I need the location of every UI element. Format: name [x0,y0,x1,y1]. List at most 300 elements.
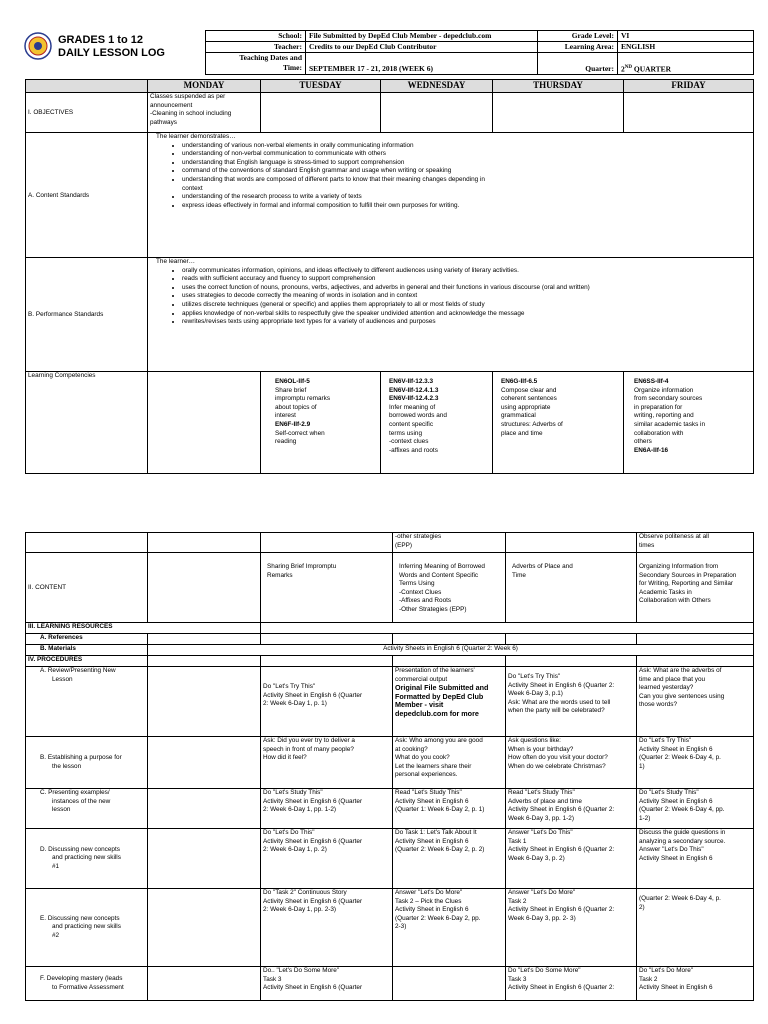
text-line: Week 6-Day 3, p. 2) [508,854,565,862]
text-line: -Context Clues [399,588,442,596]
text-line: pathways [150,118,177,126]
content-label: II. CONTENT [26,553,148,623]
quarter-number: 2 [621,64,625,73]
title-line-2: DAILY LESSON LOG [58,47,165,59]
list-item: • reads with sufficient accuracy and fluency to support comprehension [182,275,623,284]
learning-area-value: ENGLISH [618,42,754,53]
text-line: when the party will be celebrated? [508,707,605,715]
competency-code: EN6V-IIf-12.3.3 [389,378,434,385]
text-line: 2) [639,903,645,911]
text-line: grammatical [501,412,536,420]
procedure-a-tuesday [261,667,393,737]
objectives-row [26,93,754,133]
text-line: Classes suspended as per [150,93,226,100]
content-standards-label: A. Content Standards [26,133,148,258]
procedure-b-tuesday [261,737,393,789]
procedure-row-f [26,967,754,1001]
procedure-b-wednesday [393,737,506,789]
competencies-wednesday [381,372,493,474]
objectives-monday [148,93,261,133]
continuation-row [26,533,754,553]
procedure-c-wednesday [393,789,506,829]
watermark-line: Original File Submitted and [395,683,489,693]
text-line: analyzing a secondary source. [639,837,726,845]
text-line: Activity Sheet in English 6 (Quarter [263,691,363,699]
procedure-e-monday [148,889,261,967]
text-line: the lesson [52,762,82,770]
document-title [58,34,165,60]
text-line: commercial output [395,675,448,683]
text-line: Activity Sheet in English 6 (Quarter 2: [508,806,615,814]
text-line: coherent sentences [501,395,557,403]
text-line: Activity Sheet in English 6 (Quarter [263,984,363,992]
text-line: Activity Sheet in English 6 (Quarter 2: [508,984,615,992]
school-label: School: [206,31,306,42]
text-line: Answer "Let's Do More" [508,889,576,896]
lesson-log-table-page2 [25,532,754,1001]
procedure-a-thursday [506,667,637,737]
text-line: Do.. "Let's Do Some More" [263,967,340,974]
text-line: Organize information [634,386,694,394]
text-line: at cooking? [395,745,428,753]
procedure-row-b [26,737,754,789]
text-line: -context clues [389,438,429,446]
procedure-c-friday [637,789,754,829]
teaching-dates-label-line1: Teaching Dates and [239,53,302,62]
text-line: Week 6-Day 3, pp. 1-2) [508,814,574,822]
text-line: impromptu remarks [275,395,331,403]
watermark-line: Formatted by DepEd Club [395,691,484,701]
quarter-word: QUARTER [631,64,672,73]
text-line: content specific [389,420,434,428]
text-line: in preparation for [634,403,683,411]
content-standards-list [156,142,583,211]
list-item: • applies knowledge of non-verbal skills to respectfully give the speaker undivided attention and acknowledge the message [182,310,623,319]
text-line: (Quarter 2: Week 6-Day 4, p. [639,895,721,902]
text-line: Task 1 [508,837,527,845]
text-line: Activity Sheet in English 6 [395,797,469,805]
text-line: (Quarter 2: Week 6-Day 4, pp. [639,806,725,814]
text-line: Terms Using [399,580,435,588]
text-line: speech in front of many people? [263,745,354,753]
text-line: Adverbs of Place and [512,563,573,570]
text-line: structures: Adverbs of [501,420,563,428]
cell-empty [637,634,754,645]
performance-standards-text [148,258,754,372]
text-line: D. Discussing new concepts [40,845,120,853]
teaching-dates-label [206,53,306,75]
text-line: 2: Week 6-Day 1, pp. 1-2) [263,806,337,814]
text-line: time and place that you [639,675,706,683]
text-line: -Other Strategies (EPP) [399,605,467,613]
text-line: announcement [150,101,193,109]
text-line: Activity Sheet in English 6 [395,906,469,914]
procedure-row-d [26,829,754,889]
text-line: collaboration with [634,429,684,437]
text-line: Do "Let's Do Some More" [508,967,581,974]
procedure-a-wednesday [393,667,506,737]
text-line: Observe politeness at all [639,533,709,540]
day-monday: MONDAY [148,80,261,93]
text-line: Sharing Brief Impromptu [267,563,337,570]
watermark-line: depedclub.com for more [395,708,479,718]
text-line: Do "Let's Try This" [508,673,561,680]
performance-standards-intro: The learner… [156,258,196,265]
list-item: • understanding of non-verbal communication to communicate with others [182,150,583,159]
watermark-line: Member - visit [395,700,444,710]
quarter-suffix: ND [624,64,632,70]
text-line: Inferring Meaning of Borrowed [399,563,485,570]
text-line: B. Establishing a purpose for [40,753,122,761]
text-line: those words? [639,701,678,709]
list-item: • command of the conventions of standard English grammar and usage when writing or speaking [182,167,583,176]
procedure-b-friday [637,737,754,789]
procedure-f-tuesday [261,967,393,1001]
procedure-a-label [26,667,148,737]
text-line: Ask: What are the words used to tell [508,698,611,706]
continuation-wednesday [393,533,506,553]
competencies-tuesday [261,372,381,474]
text-line: #1 [52,862,60,870]
text-line: (Quarter 2: Week 6-Day 2, p. 2) [395,846,485,854]
competency-code: EN6F-IIf-2.9 [275,420,311,428]
text-line: Ask questions like: [508,737,561,744]
text-line: Do "Let's Do More" [639,967,694,974]
procedure-f-wednesday [393,967,506,1001]
objectives-thursday [493,93,624,133]
competency-code: EN6G-IIf-6.5 [501,378,538,385]
text-line: Answer "Let's Do More" [395,889,463,896]
objectives-friday [624,93,754,133]
text-line: (Quarter 2: Week 6-Day 4, p. [639,754,721,762]
text-line: learned yesterday? [639,684,694,692]
text-line: Collaboration with Others [639,597,711,605]
materials-row [26,645,754,656]
procedure-f-friday [637,967,754,1001]
procedure-c-thursday [506,789,637,829]
text-line: Task 3 [508,975,527,983]
text-line: Read "Let's Study This" [395,789,462,796]
submission-watermark [395,684,503,718]
text-line: Activity Sheet in English 6 (Quarter [263,837,363,845]
grade-level-label: Grade Level: [538,31,618,42]
text-line: What do you cook? [395,754,450,762]
text-line: Lesson [52,675,73,683]
cell-empty [148,634,261,645]
cell-empty [261,533,393,553]
learning-resources-row [26,623,754,634]
text-line: #2 [52,931,60,939]
text-line: Activity Sheet in English 6 [395,837,469,845]
procedure-e-thursday [506,889,637,967]
day-tuesday: TUESDAY [261,80,381,93]
text-line: F. Developing mastery (leads [40,974,123,982]
text-line: Do "Let's Study This" [639,789,699,796]
list-item: • utilizes discrete techniques (general or specific) and applies them appropriately to all or most fields of study [182,301,623,310]
text-line: Task 2 – Pick the Clues [395,897,462,905]
text-line: personal experiences. [395,771,458,779]
procedure-b-thursday [506,737,637,789]
text-line: Adverbs of place and time [508,797,582,805]
references-row [26,634,754,645]
text-line: Task 3 [263,975,282,983]
header-info-table [205,30,754,75]
competencies-friday [624,372,754,474]
text-line: reading [275,438,297,446]
text-line: Week 6-Day 3, p.1) [508,690,563,698]
text-line: Ask: Who among you are good [395,737,483,744]
text-line: Presentation of the learners' [395,667,475,674]
text-line: 1-2) [639,814,651,822]
day-wednesday: WEDNESDAY [381,80,493,93]
list-item: • uses the correct function of nouns, pronouns, verbs, adjectives, and adverbs in general and their functions in various discourse (oral and written) [182,284,623,293]
text-line: Infer meaning of [389,403,436,411]
text-line: -affixes and roots [389,446,438,454]
text-line: Do Task 1: Let's Talk About It [395,829,477,836]
content-wednesday [393,553,506,623]
text-line: about topics of [275,403,317,411]
list-item: • uses strategies to decode correctly the meaning of words in isolation and in context [182,292,623,301]
text-line: When is your birthday? [508,745,574,753]
text-line: using appropriate [501,403,551,411]
teaching-dates-value: SEPTEMBER 17 - 21, 2018 (WEEK 6) [306,53,538,75]
competencies-monday [148,372,261,474]
references-label: A. References [26,634,148,645]
text-line: Activity Sheet in English 6 [639,854,713,862]
teacher-label: Teacher: [206,42,306,53]
procedure-f-thursday [506,967,637,1001]
content-standards-intro: The learner demonstrates… [156,133,236,140]
text-line: Words and Content Specific [399,571,479,579]
text-line: Do "Let's Try This" [263,683,316,690]
text-line: (EPP) [395,541,413,549]
procedure-e-label [26,889,148,967]
text-line: Academic Tasks in [639,588,692,596]
cell-empty [26,533,148,553]
text-line: Do "Let's Try This" [639,737,692,744]
competency-code: EN6OL-IIf-5 [275,378,310,385]
text-line: Time [512,571,526,579]
competency-code: EN6SS-IIf-4 [634,378,669,385]
text-line: Remarks [267,571,293,579]
text-line: When do we celebrate Christmas? [508,762,606,770]
text-line: -other strategies [395,533,442,540]
content-standards-text [148,133,754,258]
procedure-d-friday [637,829,754,889]
list-item: • understanding that words are composed of different parts to know that their meaning changes depending in context [182,176,583,193]
day-header-row [26,80,754,93]
procedure-d-label [26,829,148,889]
teaching-dates-label-line2: Time: [282,63,302,72]
text-line: Week 6-Day 3, pp. 2- 3) [508,914,576,922]
text-line: Answer "Let's Do This" [508,829,573,836]
day-thursday: THURSDAY [493,80,624,93]
text-line: Activity Sheet in English 6 (Quarter 2: [508,906,615,914]
list-item: • express ideas effectively in formal and informal composition to fulfill their own purposes for writing. [182,202,583,211]
text-line: -Affixes and Roots [399,597,452,605]
learning-area-label: Learning Area: [538,42,618,53]
text-line: Task 2 [639,975,658,983]
procedure-a-friday [637,667,754,737]
text-line: Do "Let's Study This" [263,789,323,796]
learning-resources-label: III. LEARNING RESOURCES [26,623,261,634]
procedure-row-a [26,667,754,737]
cell-empty [148,656,261,667]
quarter-value [618,53,754,75]
text-line: C. Presenting examples/ [40,789,110,796]
procedure-c-label [26,789,148,829]
lesson-log-table-page1 [25,79,754,474]
text-line: Activity Sheet in English 6 (Quarter [263,897,363,905]
teacher-value: Credits to our DepEd Club Contributor [306,42,538,53]
text-line: others [634,438,652,446]
procedure-row-e [26,889,754,967]
text-line: How often do you visit your doctor? [508,754,608,762]
text-line: Activity Sheet in English 6 [639,984,713,992]
continuation-friday [637,533,754,553]
cell-empty [506,634,637,645]
performance-standards-list [156,267,623,327]
procedure-e-friday [637,889,754,967]
cell-empty [393,634,506,645]
text-line: Activity Sheet in English 6 [639,797,713,805]
learning-competencies-row [26,372,754,474]
text-line: lesson [52,806,71,814]
objectives-wednesday [381,93,493,133]
text-line: 2-3) [395,923,407,931]
text-line: Read "Let's Study This" [508,789,575,796]
cell-empty [148,533,261,553]
text-line: borrowed words and [389,412,447,420]
cell-empty [506,533,637,553]
content-tuesday [261,553,393,623]
text-line: Activity Sheet in English 6 (Quarter 2: [508,846,615,854]
text-line: Ask: What are the adverbs of [639,667,722,674]
text-line: times [639,541,655,549]
text-line: -Cleaning in school including [150,110,232,118]
text-line: E. Discussing new concepts [40,914,120,922]
procedure-f-label [26,967,148,1001]
procedure-d-tuesday [261,829,393,889]
text-line: Self-correct when [275,429,325,437]
text-line: How did it feel? [263,754,307,762]
text-line: A. Review/Presenting New [40,667,116,674]
text-line: and practicing new skills [52,923,121,931]
procedure-d-monday [148,829,261,889]
competency-code: EN6V-IIf-12.4.1.3 [389,386,439,394]
text-line: from secondary sources [634,395,703,403]
text-line: Do "Task 2" Continuous Story [263,889,347,896]
competency-code: EN6V-IIf-12.4.2.3 [389,395,439,403]
performance-standards-label: B. Performance Standards [26,258,148,372]
list-item: • understanding of various non-verbal elements in orally communicating information [182,142,583,151]
grade-level-value: VI [618,31,754,42]
text-line: similar academic tasks in [634,420,706,428]
list-item: • rewrites/revises texts using appropriate text types for a variety of audiences and purposes [182,318,623,327]
procedure-b-monday [148,737,261,789]
cell-empty [261,656,393,667]
procedure-c-tuesday [261,789,393,829]
text-line: (Quarter 2: Week 6-Day 2, pp. [395,914,481,922]
day-friday: FRIDAY [624,80,754,93]
text-line: place and time [501,429,543,437]
content-row [26,553,754,623]
text-line: and practicing new skills [52,854,121,862]
materials-label: B. Materials [26,645,148,656]
competencies-thursday [493,372,624,474]
learning-competencies-label: Learning Competencies [26,372,148,474]
text-line: terms using [389,429,423,437]
text-line: writing, reporting and [634,412,694,420]
cell-empty [637,656,754,667]
text-line: Activity Sheet in English 6 (Quarter [263,797,363,805]
text-line: Answer "Let's Do This" [639,846,704,854]
text-line: Ask: Did you ever try to deliver a [263,737,355,744]
list-item: • orally communicates information, opinions, and ideas effectively to different audiences using variety of literary activities. [182,267,623,276]
text-line: Activity Sheet in English 6 [639,745,713,753]
procedure-e-wednesday [393,889,506,967]
materials-value: Activity Sheets in English 6 (Quarter 2: Week 6) [148,645,754,656]
procedure-d-wednesday [393,829,506,889]
content-standards-row [26,133,754,258]
content-friday [637,553,754,623]
text-line: 2: Week 6-Day 1, pp. 2-3) [263,906,337,914]
text-line: Secondary Sources in Preparation [639,571,737,579]
procedure-e-tuesday [261,889,393,967]
text-line: interest [275,412,296,420]
text-line: Compose clear and [501,386,557,394]
procedure-b-label [26,737,148,789]
text-line: Organizing Information from [639,563,719,570]
procedure-row-c [26,789,754,829]
procedures-row [26,656,754,667]
list-item: • understanding of the research process to write a variety of texts [182,193,583,202]
procedure-c-monday [148,789,261,829]
procedure-f-monday [148,967,261,1001]
text-line: to Formative Assessment [52,983,124,991]
procedures-label: IV. PROCEDURES [26,656,148,667]
cell-empty [393,656,506,667]
text-line: Share brief [275,386,307,394]
text-line: instances of the new [52,797,111,805]
text-line: 2: Week 6-Day 1, p. 2) [263,846,327,854]
cell-empty [506,656,637,667]
text-line: 2: Week 6-Day 1, p. 1) [263,700,327,708]
text-line: Do "Let's Do This" [263,829,315,836]
text-line: for Writing, Reporting and Similar [639,580,734,588]
objectives-tuesday [261,93,381,133]
text-line: (Quarter 1: Week 6-Day 2, p. 1) [395,806,485,814]
text-line: Activity Sheet in English 6 (Quarter 2: [508,681,615,689]
learning-resources-value [261,623,754,634]
cell-empty [261,634,393,645]
text-line: Discuss the guide questions in [639,829,726,836]
deped-seal-icon [24,32,52,60]
title-line-1: GRADES 1 to 12 [58,34,143,46]
text-line: 1) [639,762,645,770]
text-line: Task 2 [508,897,527,905]
performance-standards-row [26,258,754,372]
quarter-label: Quarter: [538,53,618,75]
corner-cell [26,80,148,93]
content-monday [148,553,261,623]
procedure-d-thursday [506,829,637,889]
text-line: Can you give sentences using [639,692,725,700]
text-line: Let the learners share their [395,762,472,770]
list-item: • understanding that English language is stress-timed to support comprehension [182,159,583,168]
competency-code: EN6A-IIf-16 [634,446,669,454]
content-thursday [506,553,637,623]
